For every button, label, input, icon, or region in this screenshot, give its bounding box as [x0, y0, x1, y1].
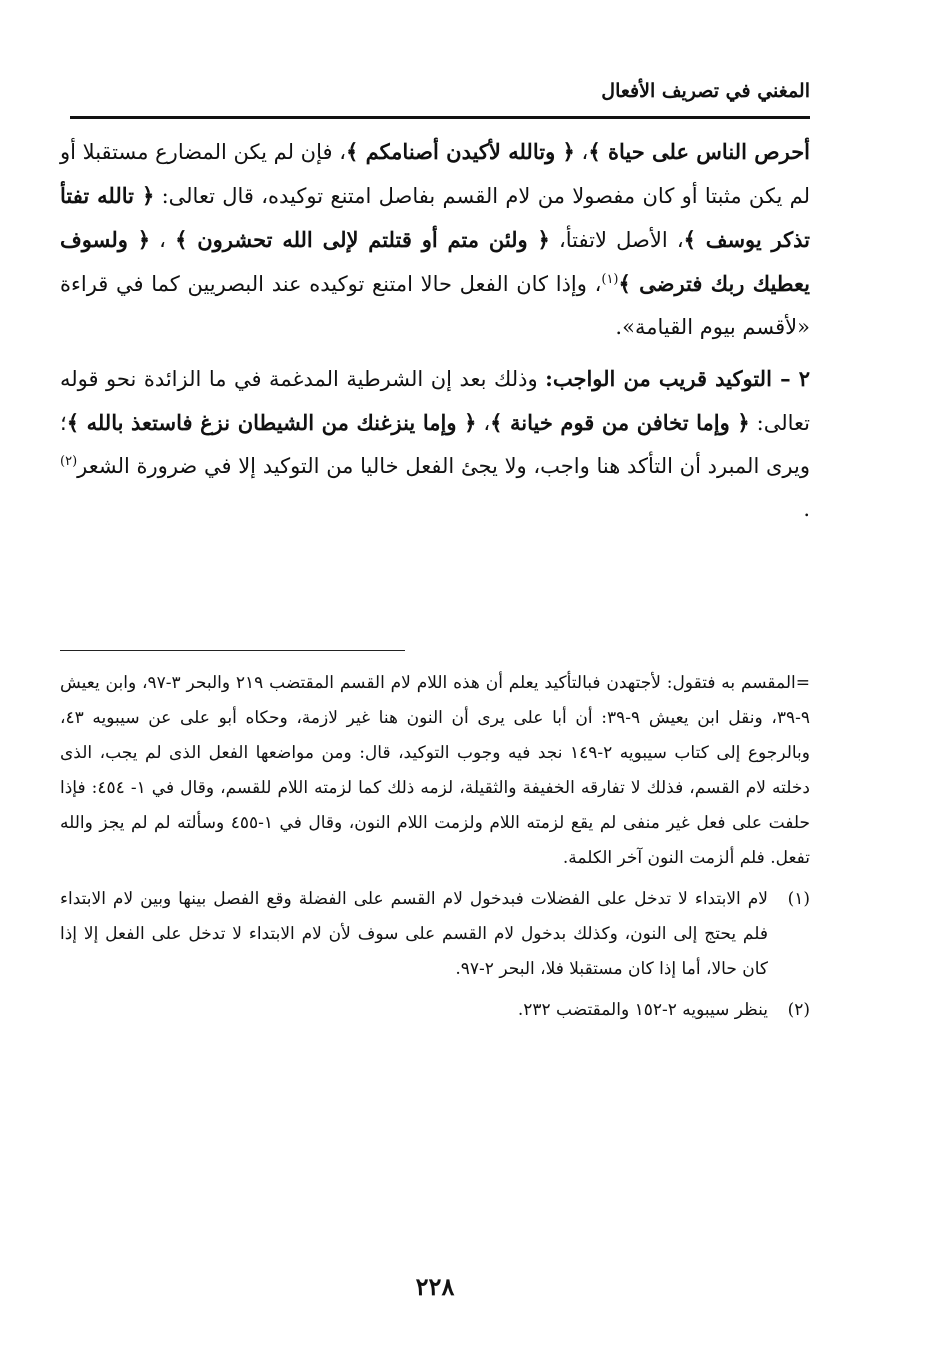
text-run: ، وإذا كان الفعل حالا امتنع توكيده عند البصريين كما في قراءة «لأقسم بيوم القيامة». — [60, 272, 810, 339]
section-heading: ٢ – التوكيد قريب من الواجب: — [545, 366, 810, 391]
footnote-item — [60, 882, 810, 987]
text-run: ، الأصل لاتفتأ، — [549, 228, 684, 252]
quran-quote: أحرص الناس على حياة ﴾ — [588, 139, 811, 164]
footnote-text: لام الابتداء لا تدخل على الفضلات فبدخول لام القسم على الفضلة وقع الفصل بينها وبين لام الابتداء فلم يحتج إلى النون، وكذلك بدخول لام القسم على سوف لأن لام الابتداء لا تدخل على الفعل إلا إذا كان حالا، أما إذا كان مستقبلا فلا، البحر ٢-٩٧. — [60, 889, 768, 979]
quran-quote: ﴿ وإما تخافن من قوم خيانة ﴾ — [490, 410, 750, 435]
text-run: . — [803, 497, 810, 521]
footnote-ref-2[interactable]: (٢) — [60, 454, 78, 469]
text-run: ، فإن لم يكن المضارع مستقبلا أو لم يكن مثبتا أو كان مفصولا من لام القسم بفاصل امتنع توكيده، قال تعالى: — [60, 140, 810, 208]
footnote-number: (٢) — [787, 1000, 810, 1020]
quran-quote: ﴿ تالله تفتأ تذكر يوسف ﴾ — [60, 183, 810, 252]
footnote-item — [60, 993, 810, 1028]
main-text — [60, 130, 810, 531]
quran-quote: ﴿ وتالله لأكيدن أصنامكم ﴾ — [345, 139, 575, 164]
footnote-rule — [60, 650, 405, 651]
footnote-ref-1[interactable]: (١) — [601, 272, 619, 287]
quran-quote: ﴿ ولسوف يعطيك ربك فترضى ﴾ — [60, 227, 810, 296]
text-run: ؛ ويرى المبرد أن التأكد هنا واجب، ولا يجئ الفعل خاليا من التوكيد إلا في ضرورة الشعر — [60, 411, 810, 478]
quran-quote: ﴿ ولئن متم أو قتلتم لإلى الله تحشرون ﴾ — [175, 227, 550, 252]
page — [60, 70, 810, 1311]
header-rule — [70, 116, 810, 119]
footnote-text: ينظر سيبويه ٢-١٥٢ والمقتضب ٢٣٢. — [517, 1000, 768, 1020]
text-run: ، — [150, 228, 176, 252]
footnote-continued: =المقسم به فتقول: لأجتهدن فبالتأكيد يعلم أن هذه اللام لام القسم المقتضب ٢١٩ والبحر ٣-٩٧، وابن يعيش ٩-٣٩، ونقل ابن يعيش ٩-٣٩: أن أبا على يرى أن النون هنا غير لازمة، وحكاه أبو على عن سيبويه ٤٣، وبالرجوع إلى كتاب سيبويه ٢-١٤٩ نجد فيه وجوب التوكيد، قال: ومن مواضعها الفعل الذى لم يجب، الذى دخلته لام القسم، فذلك لا تفارقه الخفيفة والثقيلة، لزمه ذلك كما لزمته اللام للقسم، وقال في ١- ٤٥٤: فإذا حلفت على فعل غير منفى لم يقع لزمته اللام ولزمت اللام النون، وقال في ١-٤٥٥ وسألته لم لم يجز والله تفعل. فلم ألزمت النون آخر الكلمة. — [60, 673, 811, 868]
footnotes — [60, 666, 810, 1028]
paragraph-2 — [60, 357, 810, 531]
footnote-number: (١) — [787, 889, 810, 909]
text-run: ، — [476, 411, 491, 435]
text-run: وذلك بعد إن الشرطية المدغمة في ما الزائدة نحو قوله تعالى: — [60, 367, 810, 435]
paragraph-1 — [60, 130, 810, 349]
text-run: ، — [574, 140, 589, 164]
running-title: المغني في تصريف الأفعال — [601, 80, 810, 102]
page-number: ٢٢٨ — [415, 1272, 455, 1301]
quran-quote: ﴿ وإما ينزغنك من الشيطان نزغ فاستعذ بالله ﴾ — [66, 410, 477, 435]
